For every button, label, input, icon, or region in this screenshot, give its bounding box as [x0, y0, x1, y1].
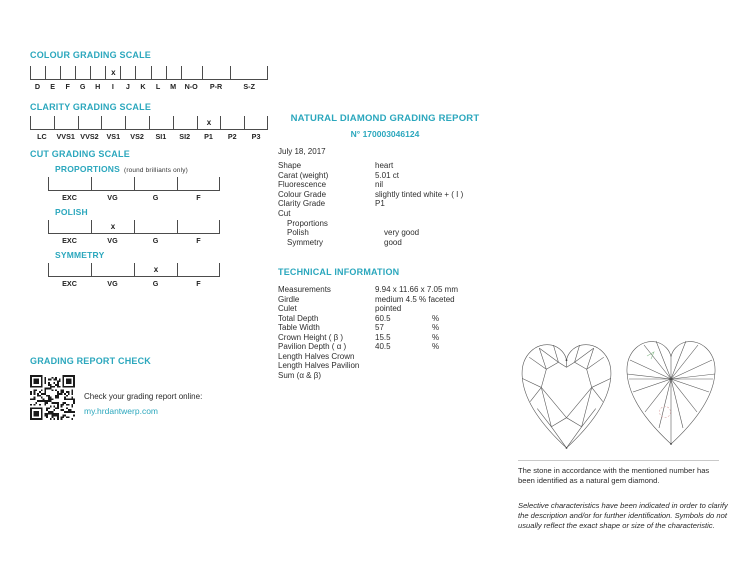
scale-label: P1	[204, 132, 213, 141]
scale-label: G	[152, 193, 159, 202]
technical-row-label: Total Depth	[278, 313, 319, 323]
technical-row-value: 9.94 x 11.66 x 7.05 mm	[375, 285, 459, 294]
technical-row	[278, 333, 513, 343]
scale-tick	[75, 66, 90, 80]
report-row	[278, 190, 498, 200]
scale-tick	[105, 66, 120, 80]
scale-cell	[30, 116, 54, 141]
scale-label: L	[155, 82, 161, 91]
report-row-value: good	[384, 237, 402, 247]
scale-tick	[177, 220, 220, 234]
scale-cell	[75, 66, 90, 91]
scale-tick	[48, 220, 91, 234]
report-row-label: Carat (weight)	[278, 170, 329, 180]
scale-cell	[120, 66, 135, 91]
technical-row	[278, 285, 513, 295]
scale-label: M	[170, 82, 177, 91]
scale-cell	[181, 66, 202, 91]
grading-report-check-title: GRADING REPORT CHECK	[30, 356, 152, 366]
scale-tick	[197, 116, 221, 130]
technical-row-label: Girdle	[278, 294, 300, 304]
technical-row-value: 60.5	[375, 313, 391, 323]
scale-label: SI2	[179, 132, 191, 141]
technical-row	[278, 314, 513, 324]
scale-label: D	[34, 82, 41, 91]
technical-information-title: TECHNICAL INFORMATION	[278, 267, 400, 277]
heart-diamond-pavilion-view-diagram	[620, 332, 722, 450]
scale-cell	[45, 66, 60, 91]
report-row-value: heart	[375, 161, 394, 170]
technical-rows	[278, 285, 513, 380]
scale-cell	[197, 116, 221, 141]
technical-row	[278, 323, 513, 333]
technical-row-unit: %	[432, 313, 440, 323]
scale-cell	[135, 66, 150, 91]
scale-cell	[177, 220, 220, 245]
technical-row	[278, 304, 513, 314]
scale-label: VS1	[106, 132, 121, 141]
technical-row	[278, 342, 513, 352]
scale-tick	[78, 116, 102, 130]
scale-label: G	[152, 279, 159, 288]
scale-cell	[125, 116, 149, 141]
report-row	[278, 199, 498, 209]
technical-row-value: pointed	[375, 304, 402, 313]
technical-row-label: Table Width	[278, 323, 320, 332]
technical-row-value	[375, 371, 432, 381]
report-row-label: Shape	[278, 161, 302, 170]
report-header	[276, 113, 494, 139]
technical-row	[278, 352, 513, 362]
cut-section-polish	[48, 207, 220, 245]
scale-tick	[125, 116, 149, 130]
scale-tick	[202, 66, 231, 80]
scale-tick	[220, 116, 244, 130]
clarity-grading-scale	[30, 116, 268, 141]
scale-tick	[244, 116, 268, 130]
scale-label: H	[95, 82, 101, 91]
cut-section-symmetry	[48, 250, 220, 288]
scale-label: F	[196, 279, 201, 288]
scale-tick	[91, 220, 134, 234]
grade-mark-x: x	[153, 264, 159, 274]
scale-cell	[91, 263, 134, 288]
symmetry-title: SYMMETRY	[55, 250, 105, 260]
report-row	[278, 180, 498, 190]
symmetry-scale	[48, 263, 220, 288]
report-row-value: P1	[375, 199, 385, 209]
scale-label: F	[196, 236, 201, 245]
scale-tick	[230, 66, 268, 80]
proportions-title	[55, 164, 220, 174]
report-title: NATURAL DIAMOND GRADING REPORT	[290, 113, 480, 124]
check-online-text: Check your grading report online:	[84, 392, 203, 401]
scale-label: P2	[227, 132, 237, 141]
scale-label: SI1	[155, 132, 167, 141]
scale-tick	[173, 116, 197, 130]
scale-tick	[135, 66, 150, 80]
scale-tick	[45, 66, 60, 80]
grade-mark-x: x	[111, 67, 116, 77]
scale-cell	[134, 177, 177, 202]
scale-tick	[48, 263, 91, 277]
report-row-label: Polish	[287, 228, 309, 238]
report-row	[278, 171, 498, 181]
scale-label: EXC	[62, 279, 77, 288]
scale-label: E	[50, 82, 55, 91]
clarity-scale-title: CLARITY GRADING SCALE	[30, 102, 152, 112]
scale-cell	[78, 116, 102, 141]
scale-tick	[91, 177, 134, 191]
cut-section-proportions	[48, 164, 220, 202]
scale-cell	[101, 116, 125, 141]
scale-tick	[91, 263, 134, 277]
scale-cell	[244, 116, 268, 141]
scale-tick	[177, 263, 220, 277]
technical-row-label: Crown Height ( β )	[278, 332, 344, 342]
scale-label: VVS1	[56, 132, 75, 141]
scale-label: EXC	[62, 236, 77, 245]
scale-tick	[60, 66, 75, 80]
scale-label: I	[111, 82, 114, 91]
scale-tick	[177, 177, 220, 191]
technical-row	[278, 295, 513, 305]
scale-tick	[151, 66, 166, 80]
technical-row-value: 40.5	[375, 342, 391, 351]
scale-tick	[54, 116, 78, 130]
technical-row-unit: %	[432, 342, 440, 351]
report-row-label: Colour Grade	[278, 189, 327, 199]
scale-tick	[134, 263, 177, 277]
report-row	[278, 161, 498, 171]
report-row-value: very good	[384, 228, 420, 238]
scale-tick	[90, 66, 105, 80]
scale-cell	[30, 66, 45, 91]
colour-scale-title: COLOUR GRADING SCALE	[30, 50, 151, 60]
technical-row	[278, 371, 513, 381]
report-row-label: Clarity Grade	[278, 199, 326, 209]
technical-row-label: Culet	[278, 304, 297, 313]
technical-row-value	[375, 352, 432, 362]
scale-label: F	[65, 82, 70, 91]
report-row	[278, 219, 498, 229]
scale-label: J	[125, 82, 130, 91]
scale-cell	[202, 66, 231, 91]
report-row	[278, 238, 498, 248]
clarity-symbol-red	[660, 407, 671, 418]
report-row-value: slightly tinted white + ( I )	[375, 189, 464, 199]
scale-label: N-O	[184, 82, 198, 91]
colour-grading-scale	[30, 66, 268, 91]
cut-scale-title: CUT GRADING SCALE	[30, 149, 130, 159]
scale-label: F	[196, 193, 201, 202]
technical-row-unit: %	[432, 323, 440, 332]
scale-label: VG	[107, 236, 118, 245]
report-grade-rows	[278, 161, 498, 247]
scale-label: VG	[107, 279, 118, 288]
polish-title: POLISH	[55, 207, 88, 217]
natural-diamond-note: The stone in accordance with the mentioned number has been identified as a natural gem diamond.	[518, 466, 710, 485]
scale-tick	[181, 66, 202, 80]
scale-cell	[134, 263, 177, 288]
scale-cell	[220, 116, 244, 141]
scale-label: P-R	[209, 82, 223, 91]
technical-row-unit: %	[432, 332, 440, 342]
scale-label: VVS2	[80, 132, 99, 141]
scale-cell	[151, 66, 166, 91]
technical-row-value	[375, 361, 432, 371]
scale-tick	[134, 220, 177, 234]
scale-label: VG	[107, 193, 118, 202]
technical-row-label: Sum (α & β)	[278, 370, 322, 380]
report-row-label: Proportions	[287, 218, 328, 228]
scale-cell	[48, 177, 91, 202]
scale-label: K	[140, 82, 146, 91]
technical-row-label: Pavilion Depth ( α )	[278, 342, 347, 351]
scale-cell	[48, 220, 91, 245]
technical-row-label: Length Halves Pavilion	[278, 361, 360, 370]
scale-tick	[101, 116, 125, 130]
scale-cell	[230, 66, 268, 91]
scale-cell	[60, 66, 75, 91]
scale-label: LC	[37, 132, 47, 141]
report-row-value: 5.01 ct	[375, 170, 400, 180]
grade-mark-x: x	[110, 221, 116, 231]
scale-cell	[134, 220, 177, 245]
scale-label: G	[152, 236, 159, 245]
technical-row-label: Length Halves Crown	[278, 351, 355, 361]
scale-label: VS2	[130, 132, 144, 141]
scale-cell	[173, 116, 197, 141]
scale-cell	[91, 177, 134, 202]
scale-cell	[177, 263, 220, 288]
scale-cell	[91, 220, 134, 245]
footnote-divider	[518, 460, 719, 461]
scale-cell	[54, 116, 78, 141]
scale-tick	[149, 116, 173, 130]
scale-cell	[105, 66, 120, 91]
scale-cell	[48, 263, 91, 288]
scale-tick	[120, 66, 135, 80]
report-row-value: nil	[375, 180, 384, 190]
report-date: July 18, 2017	[278, 147, 326, 156]
scale-label: G	[79, 82, 86, 91]
proportions-label: PROPORTIONS	[55, 164, 121, 174]
polish-scale	[48, 220, 220, 245]
qr-code-icon	[30, 375, 75, 420]
scale-tick	[30, 66, 45, 80]
grade-mark-x: x	[206, 117, 212, 127]
report-row	[278, 209, 498, 219]
technical-row	[278, 361, 513, 371]
grading-report-link[interactable]: my.hrdantwerp.com	[84, 406, 159, 416]
scale-cell	[166, 66, 181, 91]
scale-cell	[90, 66, 105, 91]
report-number: N° 170003046124	[350, 129, 420, 139]
scale-cell	[177, 177, 220, 202]
characteristics-note: Selective characteristics have been indicated in order to clarify the description and/or for further identification. Symbols do not usually reflect the exact shape or size of the characteristic.	[518, 501, 728, 530]
scale-label: EXC	[62, 193, 77, 202]
scale-tick	[134, 177, 177, 191]
scale-tick	[166, 66, 181, 80]
heart-diamond-crown-view-diagram	[515, 335, 618, 454]
proportions-scale	[48, 177, 220, 202]
proportions-note: (round brilliants only)	[124, 167, 188, 174]
scale-tick	[30, 116, 54, 130]
technical-row-value: 15.5	[375, 332, 391, 342]
technical-row-value: medium 4.5 % faceted	[375, 294, 455, 304]
technical-row-value: 57	[375, 323, 384, 332]
scale-cell	[149, 116, 173, 141]
scale-tick	[48, 177, 91, 191]
report-row-label: Fluorescence	[278, 180, 327, 190]
scale-label: S-Z	[243, 82, 255, 91]
technical-row-label: Measurements	[278, 285, 331, 294]
report-row-label: Cut	[278, 208, 291, 218]
report-row	[278, 228, 498, 238]
scale-label: P3	[251, 132, 261, 141]
report-row-label: Symmetry	[287, 237, 323, 247]
